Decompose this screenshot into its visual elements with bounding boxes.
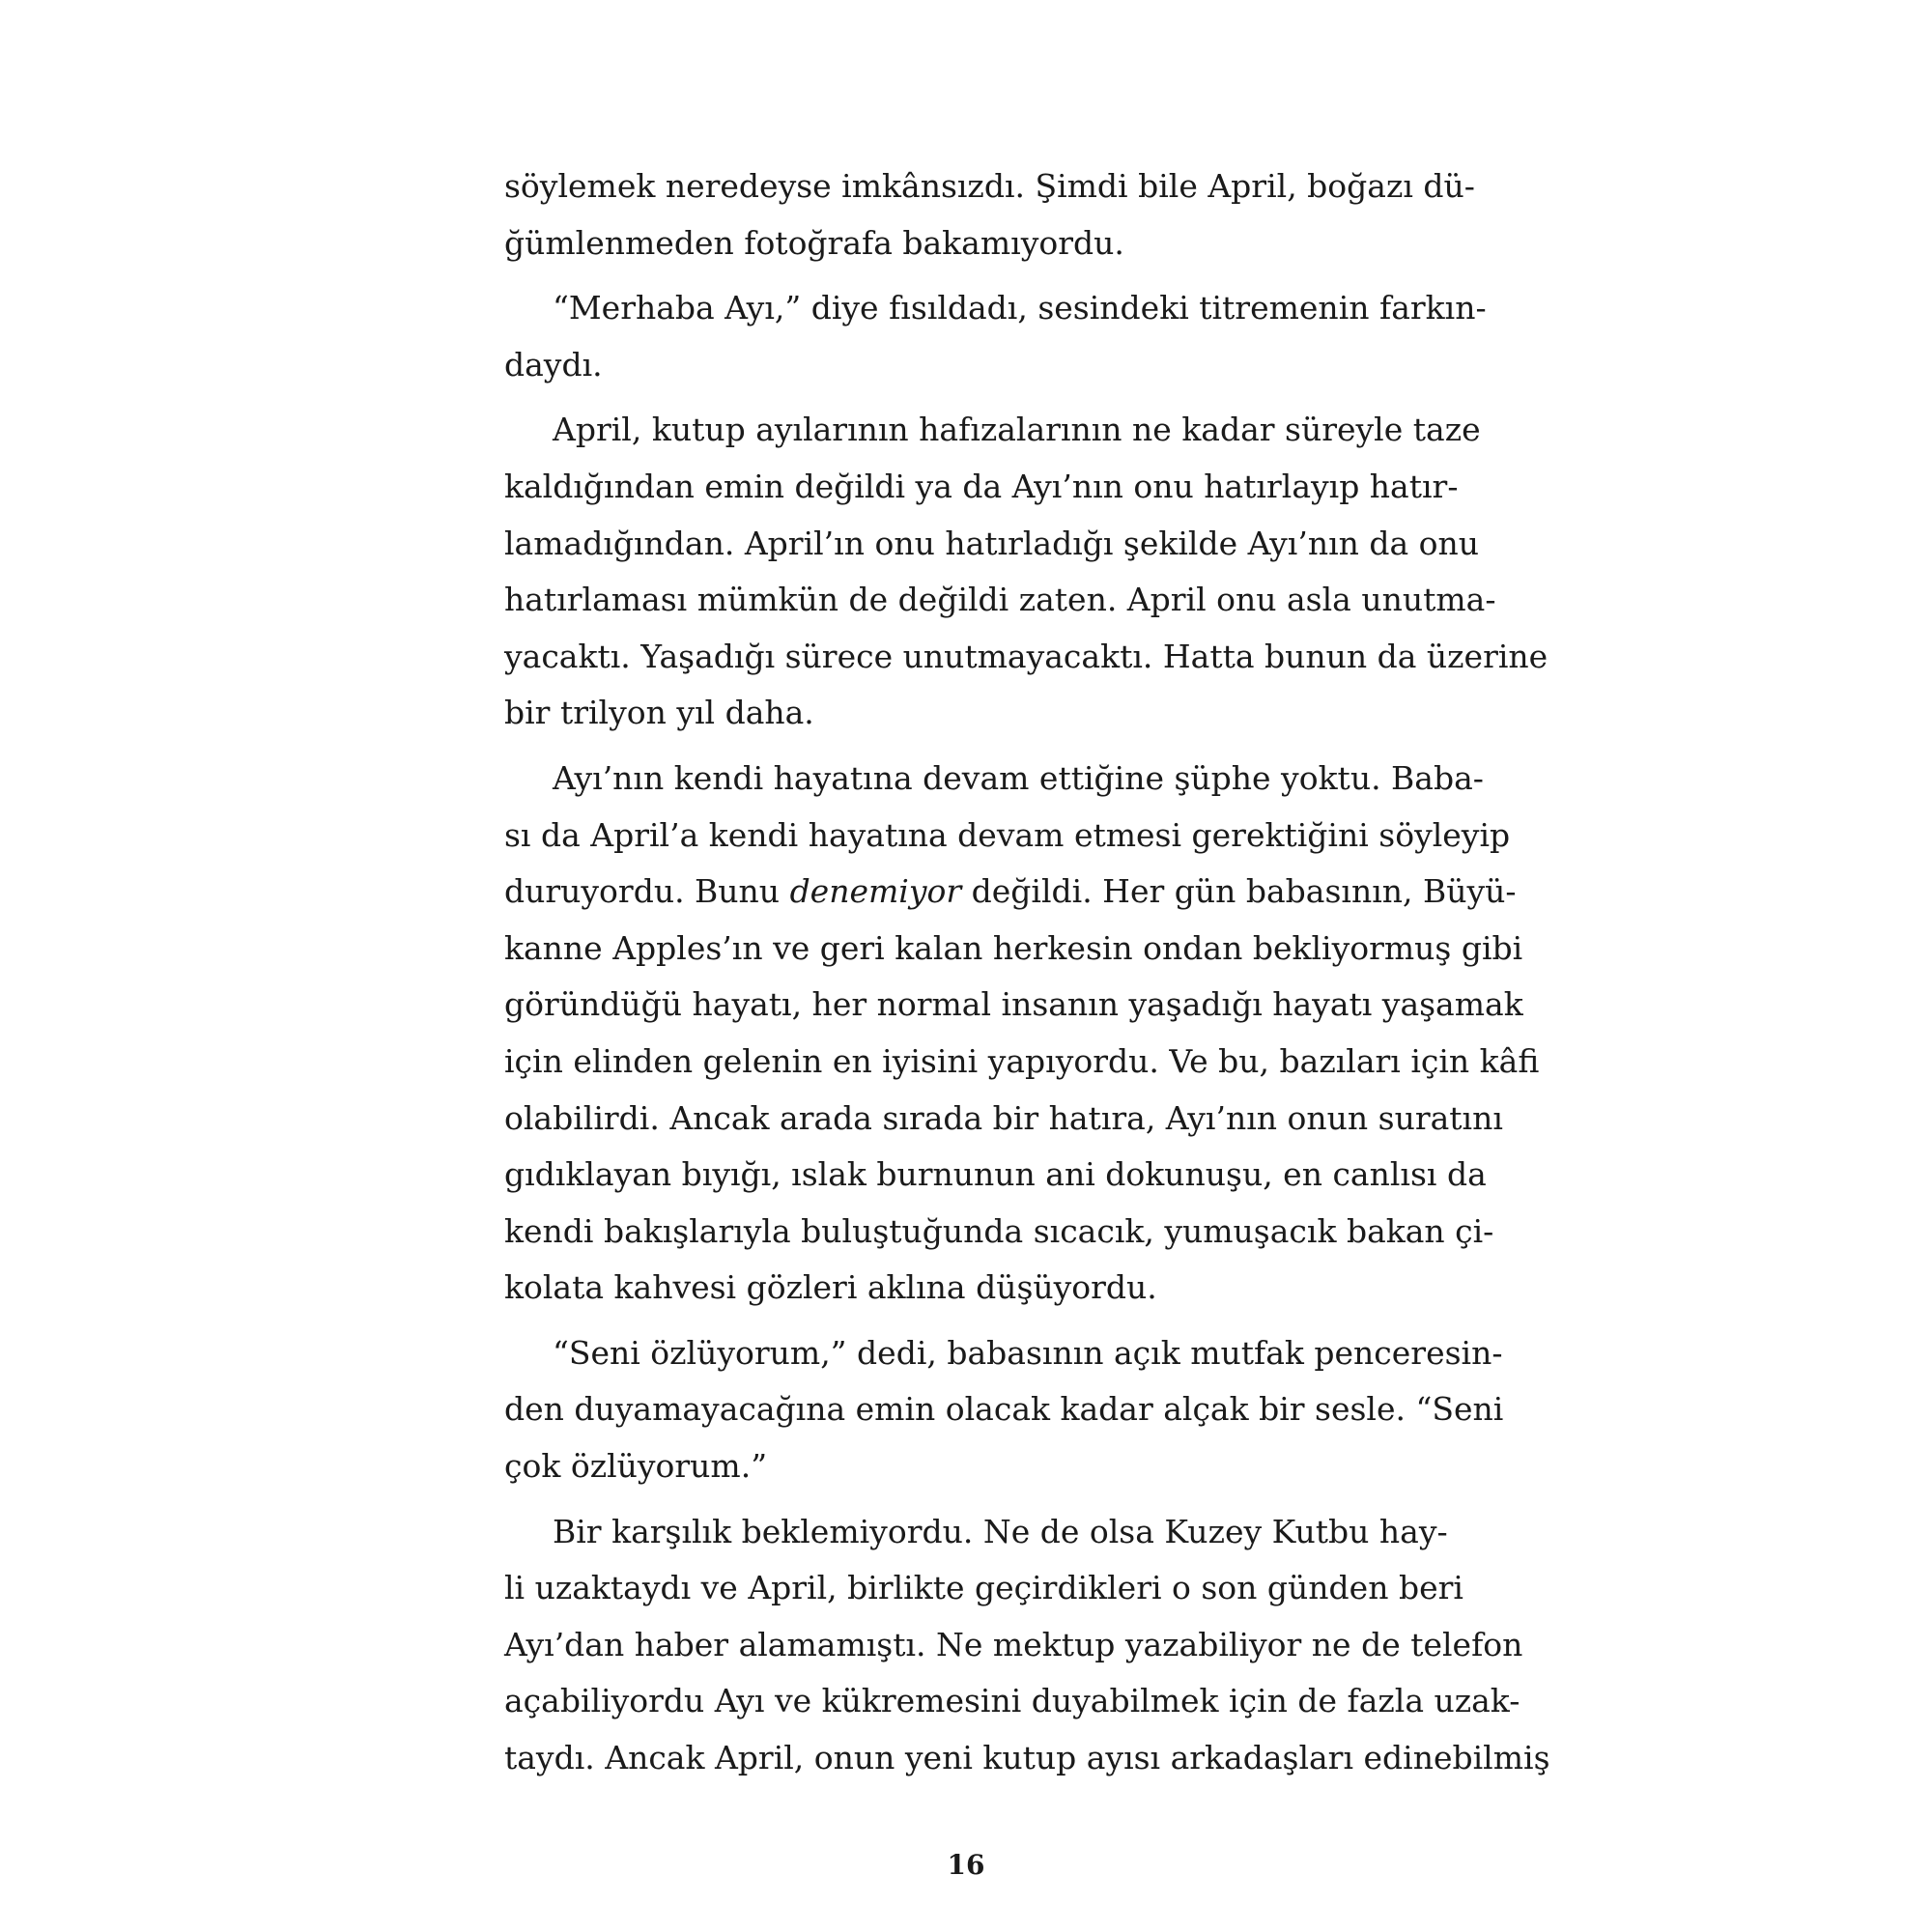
text-line: den duyamayacağına emin olacak kadar alçak bir sesle. “Seni — [504, 1390, 1504, 1429]
text-line: Bir karşılık beklemiyordu. Ne de olsa Kuzey Kutbu hay- — [553, 1512, 1448, 1550]
text-line: daydı. — [504, 345, 603, 384]
text-line: çok özlüyorum.” — [504, 1447, 768, 1486]
text-line: kanne Apples’ın ve geri kalan herkesin ondan bekliyormuş gibi — [504, 928, 1523, 967]
text-line: “Merhaba Ayı,” diye fısıldadı, sesindeki titremenin farkın- — [553, 289, 1487, 327]
paragraph — [504, 402, 1548, 742]
text-span: duruyordu. Bunu — [504, 872, 790, 911]
paragraph — [504, 1504, 1550, 1787]
paragraph — [504, 158, 1475, 271]
paragraph — [504, 1325, 1504, 1495]
text-line: açabiliyordu Ayı ve kükremesini duyabilmek için de fazla uzak- — [504, 1682, 1520, 1720]
paragraph — [504, 751, 1540, 1317]
text-line: için elinden gelenin en iyisini yapıyordu. Ve bu, bazıları için kâfi — [504, 1041, 1540, 1080]
text-line: April, kutup ayılarının hafızalarının ne kadar süreyle taze — [553, 411, 1481, 449]
text-line: “Seni özlüyorum,” dedi, babasının açık mutfak penceresin- — [553, 1333, 1503, 1372]
text-line: kolata kahvesi gözleri aklına düşüyordu. — [504, 1268, 1157, 1307]
text-line: Ayı’dan haber alamamıştı. Ne mektup yazabiliyor ne de telefon — [504, 1625, 1523, 1663]
text-line: gıdıklayan bıyığı, ıslak burnunun ani dokunuşu, en canlısı da — [504, 1155, 1487, 1194]
page-number: 16 — [947, 1849, 985, 1881]
text-line: sı da April’a kendi hayatına devam etmesi gerektiğini söyleyip — [504, 815, 1511, 854]
text-line-with-italic — [504, 864, 1517, 921]
text-line: olabilirdi. Ancak arada sırada bir hatıra, Ayı’nın onun suratını — [504, 1098, 1503, 1137]
text-line: Ayı’nın kendi hayatına devam ettiğine şüphe yoktu. Baba- — [553, 758, 1484, 797]
text-span: değildi. Her gün babasının, Büyü- — [961, 872, 1517, 911]
text-line: ğümlenmeden fotoğrafa bakamıyordu. — [504, 223, 1124, 262]
text-line: taydı. Ancak April, onun yeni kutup ayısı arkadaşları edinebilmiş — [504, 1739, 1550, 1777]
body-text — [504, 158, 1550, 1787]
italic-word: denemiyor — [789, 872, 962, 911]
text-line: kaldığından emin değildi ya da Ayı’nın onu hatırlayıp hatır- — [504, 467, 1459, 505]
text-line: li uzaktaydı ve April, birlikte geçirdikleri o son günden beri — [504, 1569, 1463, 1607]
text-line: göründüğü hayatı, her normal insanın yaşadığı hayatı yaşamak — [504, 985, 1523, 1024]
text-line: lamadığından. April’ın onu hatırladığı şekilde Ayı’nın da onu — [504, 524, 1480, 562]
text-line: hatırlaması mümkün de değildi zaten. April onu asla unutma- — [504, 581, 1496, 619]
text-line: bir trilyon yıl daha. — [504, 694, 814, 732]
text-line: yacaktı. Yaşadığı sürece unutmayacaktı. Hatta bunun da üzerine — [504, 637, 1548, 675]
paragraph — [504, 280, 1487, 393]
text-line: söylemek neredeyse imkânsızdı. Şimdi bile April, boğazı dü- — [504, 167, 1475, 205]
text-line: kendi bakışlarıyla buluştuğunda sıcacık, yumuşacık bakan çi- — [504, 1211, 1494, 1250]
